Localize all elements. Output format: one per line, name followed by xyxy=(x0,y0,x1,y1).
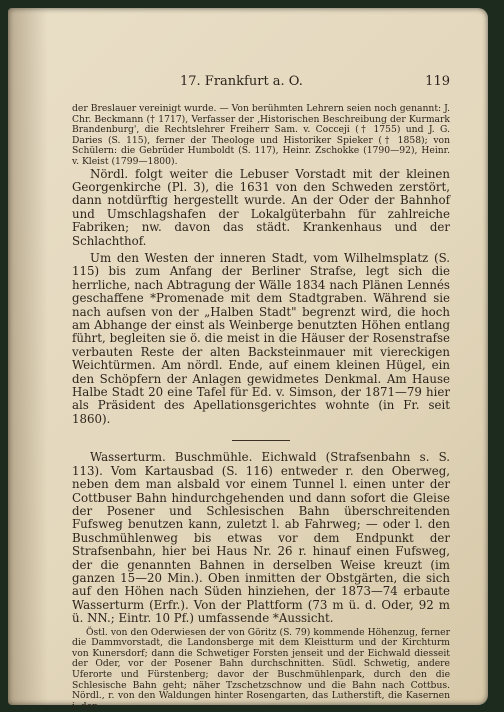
page-header xyxy=(72,74,450,96)
intro-small-paragraph: der Breslauer vereinigt wurde. — Von berühmten Lehrern seien noch genannt: J. Chr. Beckmann († 1717), Verfasser der ‚Historischen Beschreibung der Kurmark Brandenburg', die Rechtslehrer Freiherr Sam. v. Cocceji († 1755) und J. G. Daries (S. 115), ferner der Theologe und Historiker Spieker († 1858); von Schülern: die Gebrüder Humboldt (S. 117), Heinr. Zschokke (1790—92), Heinr. v. Kleist (1799—1800). xyxy=(72,103,450,167)
book-page xyxy=(8,8,488,712)
view-description-paragraph: Östl. von den Oderwiesen der von Göritz (S. 79) kommende Höhenzug, ferner die Dammvorstadt, die Landonsberge mit dem Kleistturm und der Kirchturm von Kunersdorf; dann die Schwetiger Forsten jenseit und der Eichwald diesseit der Oder, vor der Posener Bahn durchschnitten. Südl. Schwetig, andere Uferorte und Fürstenberg; davor der Buschmühlenpark, durch den die Schlesische Bahn geht; näher Tzschetzschnow und die Bahn nach Cottbus. Nördl., r. von den Waldungen hinter Rosengarten, das Lutherstift, die Kasernen i. der xyxy=(72,626,450,712)
page-content xyxy=(72,74,450,712)
paragraph-wasserturm: Wasserturm. Buschmühle. Eichwald (Strafsenbahn s. S. 113). Vom Kartausbad (S. 116) entweder r. den Oberweg, neben dem man alsbald vor einem Tunnel l. einen unter der Cottbuser Bahn hindurchgehenden und dann sofort die Gleise der Posener und Schlesischen Bahn überschreitenden Fufsweg benutzen kann, zuletzt l. ab Fahrweg; — oder l. den Buschmühlenweg bis etwas vor dem Endpunkt der Strafsenbahn, hier bei Haus Nr. 26 r. hinauf einen Fufsweg, der die genannten Bahnen in derselben Weise kreuzt (im ganzen 15—20 Min.). Oben inmitten der Obstgärten, die sich auf den Höhen nach Süden hinziehen, der 1873—74 erbaute Wasserturm (Erfr.). Von der Plattform (73 m ü. d. Oder, 92 m ü. NN.; Eintr. 10 Pf.) umfassende *Aussicht. xyxy=(72,450,450,626)
paragraph-promenade: Um den Westen der inneren Stadt, vom Wilhelmsplatz (S. 115) bis zum Anfang der Berliner Strafse, legt sich die herrliche, nach Abtragung der Wälle 1834 nach Plänen Lennés geschaffene *Promenade mit dem Stadtgraben. Während sie nach aufsen von der „Halben Stadt" begrenzt wird, die hoch am Abhange der einst als Weinberge benutzten Höhen entlang führt, begleiten sie ö. die meist in die Häuser der Rosenstrafse verbauten Reste der alten Backsteinmauer mit viereckigen Weichtürmen. Am nördl. Ende, auf einem kleinen Hügel, ein den Schöpfern der Anlagen gewidmetes Denkmal. Am Hause Halbe Stadt 20 eine Tafel für Ed. v. Simson, der 1871—79 hier als Präsident des Apellationsgerichtes wohnte (in Fr. seit 1860). xyxy=(72,251,450,426)
running-title: 17. Frankfurt a. O. xyxy=(180,74,303,89)
page-gutter xyxy=(8,8,48,705)
paragraph-lebuser-vorstadt: Nördl. folgt weiter die Lebuser Vorstadt mit der kleinen Georgenkirche (Pl. 3), die 1631 von den Schweden zerstört, dann notdürftig hergestellt wurde. An der Oder der Bahnhof und Umschlagshafen der Lokalgüterbahn für zahlreiche Fabriken; nw. davon das städt. Krankenhaus und der Schlachthof. xyxy=(72,166,450,248)
section-divider xyxy=(232,440,290,441)
page-number: 119 xyxy=(425,74,450,89)
